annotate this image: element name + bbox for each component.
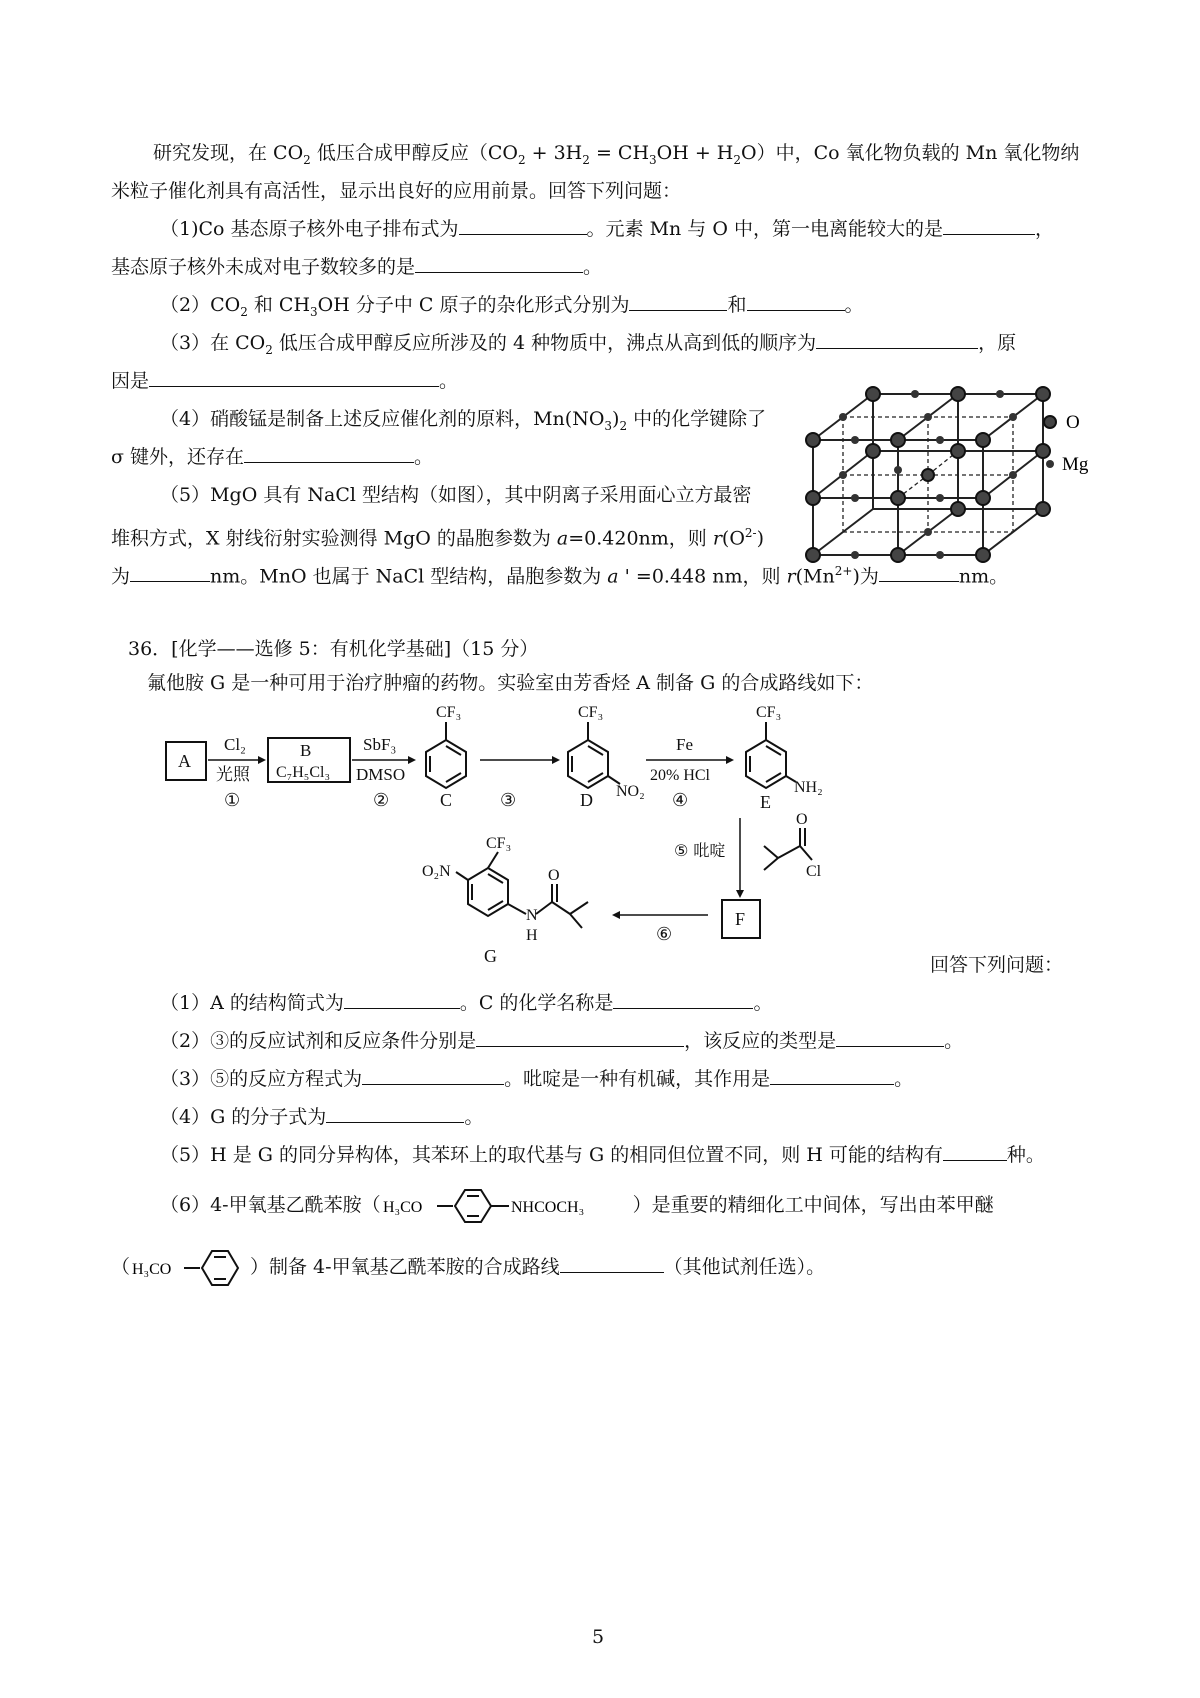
compound-b-formula: C₇H₅Cl₃ [276, 764, 331, 781]
o2n-label: O₂N [422, 863, 451, 880]
answer-blank[interactable] [613, 990, 753, 1009]
methoxyacetanilide-structure [381, 1186, 633, 1226]
crystal-legend [1040, 410, 1120, 480]
q35-5-line-3: 为 nm。MnO 也属于 NaCl 型结构，晶胞参数为 a ' =0.448 nm，则 $r(Mn^{2+})$为 nm。 [111, 564, 1009, 588]
step-3-label: ③ [500, 790, 517, 810]
compound-g-label: G [484, 946, 497, 966]
answer-blank[interactable] [244, 444, 414, 463]
answer-blank[interactable] [326, 1104, 464, 1123]
synthesis-scheme [160, 700, 1060, 970]
compound-d-structure [568, 722, 620, 788]
step-6-label: ⑥ [656, 924, 673, 944]
anisole-structure [130, 1246, 250, 1290]
step-2-label: ② [373, 790, 390, 810]
compound-e-structure [746, 722, 796, 788]
hydrogen-label: H [526, 927, 538, 944]
q35-5-line-2: 堆积方式，X 射线衍射实验测得 MgO 的晶胞参数为 a=0.420nm，则 $r(O^{2-})$ [111, 526, 765, 550]
h3co-label: H₃CO [382, 1199, 422, 1216]
answer-blank[interactable] [459, 216, 587, 235]
q35-2: $(2)CO_2$ 和 $CH_3OH$ 分子中 C 原子的杂化形式分别为 和 。 [160, 294, 864, 319]
q35-3-line-2: 因是 。 [111, 370, 459, 392]
reagent-dmso: DMSO [356, 765, 406, 784]
answer-blank[interactable] [415, 254, 583, 273]
q36-6-line-2: （ H₃CO ）制备 4-甲氧基乙酰苯胺的合成路线 （其他试剂任选）。 [111, 1246, 825, 1290]
cf3-label: CF₃ [436, 704, 462, 721]
intro-line-1: 研究发现，在 $CO_2$ 低压合成甲醇反应$(CO_2 + 3H_2 = CH_3OH + H_2O)$中，Co 氧化物负载的 Mn 氧化物纳 [153, 142, 1080, 167]
compound-e-label: E [760, 792, 771, 812]
mg-legend-icon [1046, 460, 1054, 468]
answer-blank[interactable] [770, 1066, 894, 1085]
oxygen-label: O [548, 867, 560, 884]
q35-4-line-1: （4）硝酸锰是制备上述反应催化剂的原料，$Mn(NO_3)_2$ 中的化学键除了 [160, 408, 767, 433]
o-legend-icon [1044, 416, 1056, 428]
step-5-label: ⑤ 吡啶 [674, 841, 726, 860]
nitrogen-label: N [526, 907, 538, 924]
q36-4: （4）G 的分子式为 。 [160, 1106, 484, 1128]
q35-1-line-2: 基态原子核外未成对电子数较多的是 。 [111, 256, 603, 278]
q35-5-line-1: （5）MgO 具有 NaCl 型结构（如图），其中阴离子采用面心立方最密 [160, 484, 752, 506]
answer-blank[interactable] [816, 330, 978, 349]
intro-line-2: 米粒子催化剂具有高活性，显示出良好的应用前景。回答下列问题： [111, 180, 682, 202]
answer-blank[interactable] [943, 216, 1035, 235]
reagent-hcl: 20% HCl [650, 767, 710, 784]
q36-header: 36．[化学——选修 5：有机化学基础]（15 分） [128, 638, 539, 660]
condition-light: 光照 [216, 765, 250, 785]
compound-d-label: D [580, 790, 593, 810]
q36-6-line-1: （6）4-甲氧基乙酰苯胺（ H₃CO NHCOCH₃ ）是重要的精细化工中间体，写出由苯甲醚 [160, 1186, 994, 1226]
q35-3-line-1: （3）在 $CO_2$ 低压合成甲醇反应所涉及的 4 种物质中，沸点从高到低的顺序为 ，原 [160, 332, 1017, 357]
legend-o-label: O [1066, 412, 1080, 433]
h3co-label: H₃CO [132, 1261, 172, 1278]
q36-2: （2）③的反应试剂和反应条件分别是 ，该反应的类型是 。 [160, 1030, 964, 1052]
step-4-label: ④ [672, 790, 689, 810]
cf3-label: CF₃ [486, 835, 512, 852]
answer-blank[interactable] [747, 292, 845, 311]
nh2-label: NH₂ [794, 779, 823, 796]
answer-blank[interactable] [344, 990, 460, 1009]
no2-label: NO₂ [616, 783, 645, 800]
answer-blank[interactable] [130, 563, 210, 582]
legend-mg-label: Mg [1062, 454, 1089, 475]
isobutyryl-chloride-structure [764, 828, 812, 870]
answer-blank[interactable] [629, 292, 727, 311]
answer-blank[interactable] [362, 1066, 504, 1085]
cf3-label: CF₃ [756, 704, 782, 721]
compound-c-label: C [440, 790, 453, 810]
q36-1: （1）A 的结构简式为 。C 的化学名称是 。 [160, 992, 773, 1014]
q36-5: （5）H 是 G 的同分异构体，其苯环上的取代基与 G 的相同但位置不同，则 H 可能的结构有 种。 [160, 1144, 1045, 1166]
q36-3: （3）⑤的反应方程式为 。吡啶是一种有机碱，其作用是 。 [160, 1068, 914, 1090]
reagent-cl2: Cl₂ [224, 735, 246, 754]
answer-prompt: 回答下列问题： [930, 954, 1064, 976]
q35-1-line-1: （1)Co 基态原子核外电子排布式为 。元素 Mn 与 O 中，第一电离能较大的是 ， [160, 218, 1054, 240]
oxygen-label: O [796, 811, 808, 828]
answer-blank[interactable] [476, 1028, 684, 1047]
answer-blank[interactable] [879, 563, 959, 582]
nhcoch3-label: NHCOCH₃ [510, 1199, 584, 1216]
reagent-fe: Fe [676, 735, 693, 754]
step-1-label: ① [224, 790, 241, 810]
answer-blank[interactable] [149, 368, 439, 387]
compound-g-structure [456, 852, 588, 928]
compound-f-label: F [735, 909, 746, 929]
q36-intro: 氟他胺 G 是一种可用于治疗肿瘤的药物。实验室由芳香烃 A 制备 G 的合成路线如下： [147, 672, 874, 694]
chlorine-label: Cl [806, 863, 822, 880]
page-number: 5 [592, 1626, 605, 1648]
answer-blank[interactable] [560, 1254, 664, 1273]
compound-c-structure [426, 722, 466, 788]
answer-blank[interactable] [836, 1028, 944, 1047]
reagent-sbf3: SbF₃ [363, 735, 397, 754]
q35-4-line-2: σ 键外，还存在 。 [111, 446, 434, 468]
answer-blank[interactable] [943, 1142, 1007, 1161]
cf3-label: CF₃ [578, 704, 604, 721]
compound-b-label: B [300, 741, 312, 760]
compound-a-label: A [178, 751, 191, 771]
